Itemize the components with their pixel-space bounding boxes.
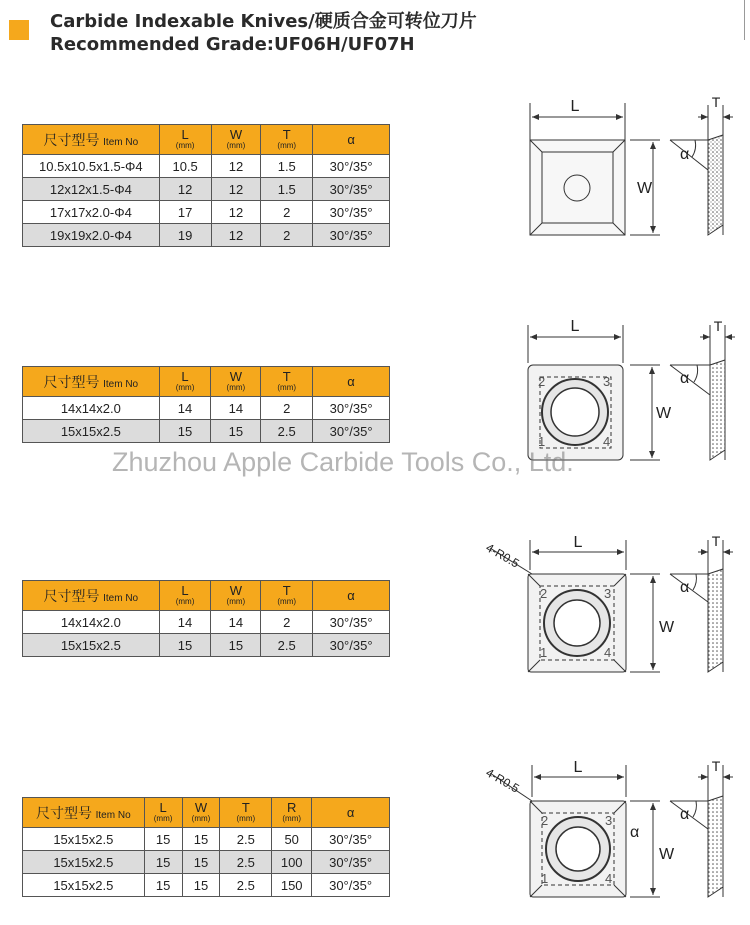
- spec-table-3: [22, 580, 390, 657]
- table-row: 15x15x2.5 15 15 2.5 100 30°/35°: [23, 851, 390, 874]
- label-alpha: α: [680, 579, 690, 596]
- header-item-no: 尺寸型号 Item No: [23, 367, 160, 397]
- header-radius: R (mm): [272, 798, 312, 828]
- insert-drawing-3: [480, 530, 750, 680]
- label-w: W: [637, 180, 653, 197]
- header-item-no: 尺寸型号 Item No: [23, 125, 160, 155]
- table-row: 14x14x2.0 14 14 2 30°/35°: [23, 611, 390, 634]
- header-length: L (mm): [159, 125, 211, 155]
- label-t: T: [711, 95, 721, 110]
- edge-number: 1: [540, 645, 548, 660]
- label-t: T: [711, 758, 721, 774]
- header-item-no: 尺寸型号 Item No: [23, 581, 160, 611]
- header-length: L (mm): [159, 367, 211, 397]
- label-l: L: [570, 318, 580, 335]
- spec-table-1: [22, 124, 390, 247]
- header-alpha: α: [313, 581, 390, 611]
- title-line-1: Carbide Indexable Knives/硬质合金可转位刀片: [50, 11, 477, 32]
- table-row: 17x17x2.0-Φ4 17 12 2 30°/35°: [23, 201, 390, 224]
- edge-number: 4: [603, 434, 611, 449]
- header-alpha: α: [313, 125, 390, 155]
- header-thickness: T (mm): [261, 367, 313, 397]
- label-l: L: [570, 98, 580, 115]
- label-t: T: [711, 533, 721, 549]
- table-row: 15x15x2.5 15 15 2.5 30°/35°: [23, 420, 390, 443]
- label-alpha: α: [680, 806, 690, 823]
- header-item-no: 尺寸型号 Item No: [23, 798, 145, 828]
- table-row: 19x19x2.0-Φ4 19 12 2 30°/35°: [23, 224, 390, 247]
- label-alpha: α: [680, 370, 690, 387]
- label-l: L: [573, 534, 583, 551]
- title-marker: [9, 20, 29, 40]
- label-alpha-edge: α: [630, 824, 640, 841]
- table-row: 12x12x1.5-Φ4 12 12 1.5 30°/35°: [23, 178, 390, 201]
- edge-number: 4: [604, 645, 612, 660]
- edge-number: 2: [541, 813, 549, 828]
- table-header-row: [23, 581, 390, 611]
- title-line-2: Recommended Grade:UF06H/UF07H: [50, 34, 415, 55]
- table-row: 15x15x2.5 15 15 2.5 30°/35°: [23, 634, 390, 657]
- edge-number: 1: [541, 871, 549, 886]
- spec-table-4: [22, 797, 390, 897]
- header-width: W (mm): [211, 125, 261, 155]
- watermark: Zhuzhou Apple Carbide Tools Co., Ltd.: [112, 447, 574, 477]
- table-header-row: [23, 798, 390, 828]
- label-t: T: [713, 318, 723, 334]
- edge-number: 2: [540, 586, 548, 601]
- edge-number: 3: [603, 374, 611, 389]
- label-corner-radius: 4-R0.5: [483, 540, 522, 571]
- spec-table-2: [22, 366, 390, 443]
- table-header-row: [23, 367, 390, 397]
- header-alpha: α: [312, 798, 390, 828]
- edge-number: 1: [538, 434, 546, 449]
- page-edge-divider: [744, 0, 750, 40]
- edge-number: 3: [605, 813, 613, 828]
- header-thickness: T (mm): [220, 798, 272, 828]
- header-width: W (mm): [211, 367, 261, 397]
- label-w: W: [656, 405, 672, 422]
- table-row: 14x14x2.0 14 14 2 30°/35°: [23, 397, 390, 420]
- table-row: 15x15x2.5 15 15 2.5 150 30°/35°: [23, 874, 390, 897]
- label-w: W: [659, 619, 675, 636]
- label-w: W: [659, 846, 675, 863]
- table-row: 15x15x2.5 15 15 2.5 50 30°/35°: [23, 828, 390, 851]
- label-corner-radius: 4-R0.5: [483, 765, 522, 796]
- page-title: [50, 10, 477, 56]
- header-length: L (mm): [159, 581, 211, 611]
- edge-number: 4: [605, 871, 613, 886]
- label-l: L: [573, 759, 583, 776]
- header-length: L (mm): [144, 798, 182, 828]
- header-alpha: α: [313, 367, 390, 397]
- table-row: 10.5x10.5x1.5-Φ4 10.5 12 1.5 30°/35°: [23, 155, 390, 178]
- header-width: W (mm): [211, 581, 261, 611]
- insert-drawing-4: [480, 755, 750, 905]
- header-width: W (mm): [182, 798, 220, 828]
- header-thickness: T (mm): [261, 125, 313, 155]
- edge-number: 2: [538, 374, 546, 389]
- insert-drawing-1: [520, 95, 750, 245]
- label-alpha: α: [680, 146, 690, 163]
- table-header-row: [23, 125, 390, 155]
- edge-number: 3: [604, 586, 612, 601]
- header-thickness: T (mm): [261, 581, 313, 611]
